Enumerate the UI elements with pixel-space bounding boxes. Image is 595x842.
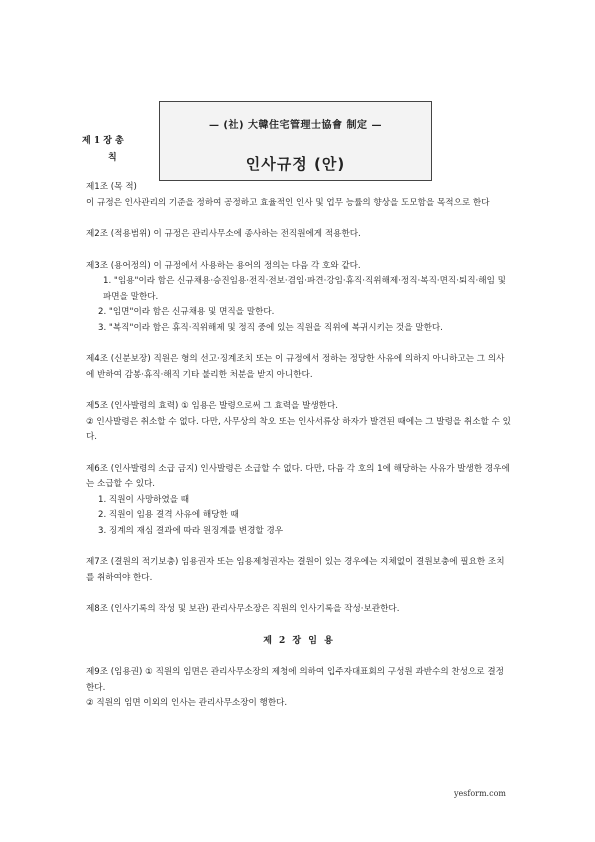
chapter-1-label: 제 1 장 총 xyxy=(82,136,124,146)
issuer-line: — (社) 大韓住宅管理士協會 制定 — xyxy=(208,120,383,131)
article-5-para-1: 제5조 (인사발령의 효력) ① 임용은 발령으로써 그 효력을 발생한다. xyxy=(86,401,339,411)
article-9-para-1: 제9조 (임용권) ① 직원의 임면은 관리사무소장의 제청에 의하여 입주자대표회의 구성원 과반수의 찬성으로 결정한다. xyxy=(86,667,504,693)
article-2: 제2조 (적용범위) 이 규정은 관리사무소에 종사하는 전직원에게 적용한다. xyxy=(86,229,361,239)
article-4: 제4조 (신분보장) 직원은 형의 선고·징계조치 또는 이 규정에서 정하는 정당한 사유에 의하지 아니하고는 그 의사에 반하여 감봉·휴직·해직 기타 불리한 처분을 받지 아니한다. xyxy=(86,354,505,380)
article-7: 제7조 (결원의 적기보충) 임용권자 또는 임용제청권자는 결원이 있는 경우에는 지체없이 결원보충에 필요한 조치를 취하여야 한다. xyxy=(86,557,505,583)
document-body xyxy=(86,180,512,712)
article-9-para-2: ② 직원의 임면 이외의 인사는 관리사무소장이 행한다. xyxy=(86,698,288,708)
article-6-item-2: 2. 직원이 임용 결격 사유에 해당한 때 xyxy=(98,510,239,520)
footer-site: yesform.com xyxy=(454,789,506,798)
chapter-2-heading: 제 2 장 임 용 xyxy=(263,635,335,646)
article-1-heading: 제1조 (목 적) xyxy=(86,182,137,192)
article-6-item-1: 1. 직원이 사망하였을 때 xyxy=(98,494,190,505)
article-3-item-1: 1. "임용"이라 함은 신규채용·승진임용·전직·전보·겸임·파견·강임·휴직·직위해제·정직·복직·면직·퇴직·해임 및 파면을 말한다. xyxy=(103,276,506,302)
article-3-item-2: 2. "임면"이라 함은 신규채용 및 면직을 말한다. xyxy=(98,307,275,317)
article-6-item-3: 3. 징계의 재심 결과에 따라 원징계를 변경할 경우 xyxy=(98,525,284,536)
title-box xyxy=(159,101,432,181)
chapter-1-label-cont: 칙 xyxy=(108,153,117,163)
article-6-intro: 제6조 (인사발령의 소급 금지) 인사발령은 소급할 수 없다. 다만, 다음 각 호의 1에 해당하는 사유가 발생한 경우에는 소급할 수 있다. xyxy=(86,463,510,489)
article-8: 제8조 (인사기록의 작성 및 보관) 관리사무소장은 직원의 인사기록을 작성·보관한다. xyxy=(86,604,400,614)
article-3-intro: 제3조 (용어정의) 이 규정에서 사용하는 용어의 정의는 다음 각 호와 같다. xyxy=(86,260,361,271)
document-title: 인사규정 (안) xyxy=(245,155,346,173)
chapter-1-heading xyxy=(82,133,162,167)
article-3-item-3: 3. "복직"이라 함은 휴직·직위해제 및 정직 중에 있는 직원을 직위에 복귀시키는 것을 말한다. xyxy=(98,322,443,333)
article-1-body: 이 규정은 인사관리의 기준을 정하여 공정하고 효율적인 인사 및 업무 능률의 향상을 도모함을 목적으로 한다 xyxy=(86,197,490,208)
article-5-para-2: ② 인사발령은 취소할 수 없다. 다만, 사무상의 착오 또는 인사서류상 하자가 발견된 때에는 그 발령을 취소할 수 있다. xyxy=(86,416,511,442)
